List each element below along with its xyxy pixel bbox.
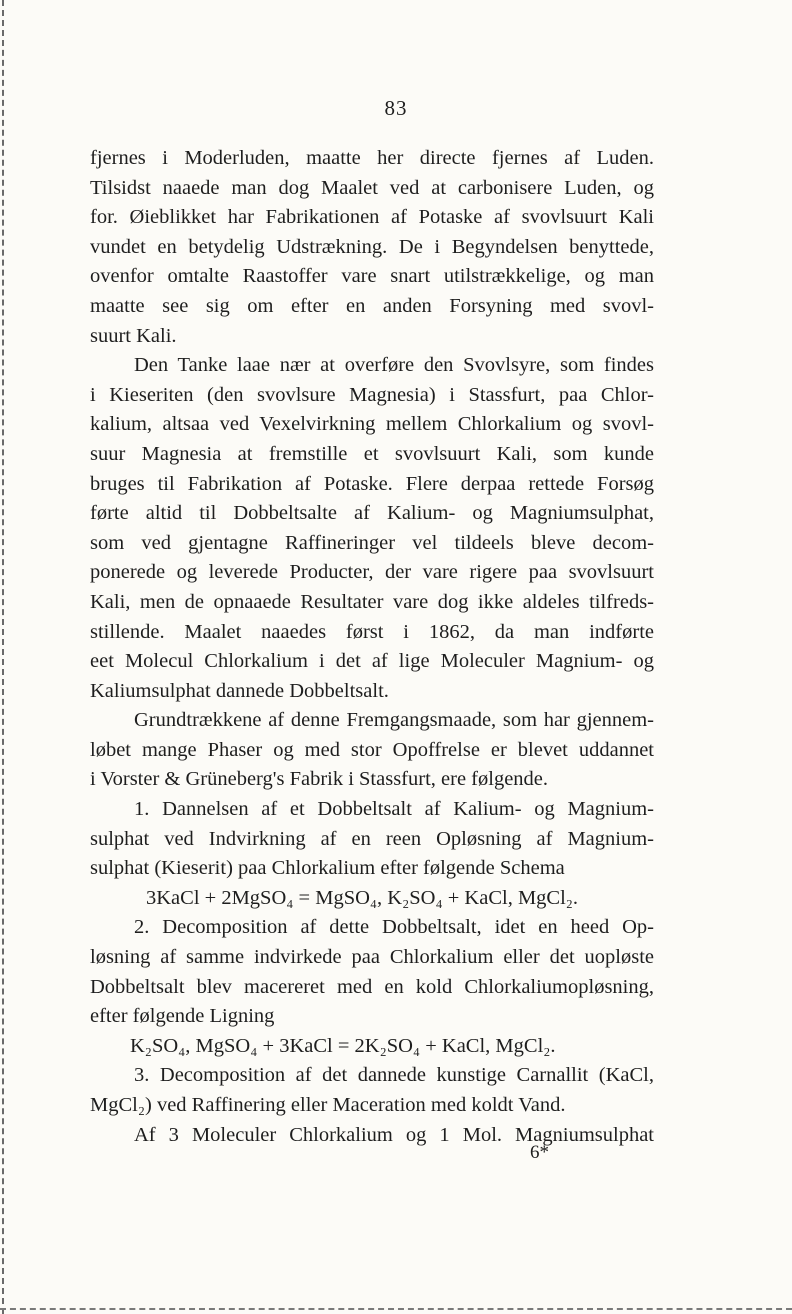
text-line: efter følgende Ligning: [90, 1005, 275, 1028]
paragraph-5: [90, 913, 654, 1031]
body-text: [90, 144, 654, 1150]
text-line: Dobbeltsalt blev macereret med en kold Chlorkaliumopløsning,: [90, 975, 654, 998]
text-line: suur Magnesia at fremstille et svovlsuurt Kali, som kunde: [90, 442, 654, 465]
text-line: Den Tanke laae nær at overføre den Svovlsyre, som findes: [134, 354, 654, 377]
text-line: stillende. Maalet naaedes først i 1862, da man indførte: [90, 620, 654, 643]
text-line: Kaliumsulphat dannede Dobbeltsalt.: [90, 679, 389, 702]
text-line: som ved gjentagne Raffineringer vel tildeels bleve decom-: [90, 531, 654, 554]
text-line: Grundtrækkene af denne Fremgangsmaade, som har gjennem-: [134, 709, 654, 732]
printer-signature-mark: 6*: [530, 1142, 549, 1163]
chemical-equation-2: K₂SO₄, MgSO₄ + 3KaCl = 2K₂SO₄ + KaCl, MgCl₂.: [130, 1034, 556, 1057]
text-line: MgCl₂) ved Raffinering eller Maceration med koldt Vand.: [90, 1094, 566, 1116]
text-line: ovenfor omtalte Raastoffer vare snart utilstrækkelige, og man: [90, 265, 654, 288]
text-line: for. Øieblikket har Fabrikationen af Potaske af svovlsuurt Kali: [90, 206, 654, 229]
paragraph-7: [90, 1121, 654, 1151]
paragraph-2: [90, 351, 654, 706]
text-line: 1. Dannelsen af et Dobbeltsalt af Kalium- og Magnium-: [134, 798, 654, 821]
text-line: 2. Decomposition af dette Dobbeltsalt, idet en heed Op-: [134, 916, 654, 939]
chemical-equation-1: 3KaCl + 2MgSO₄ = MgSO₄, K₂SO₄ + KaCl, MgCl₂.: [146, 886, 579, 909]
text-line: suurt Kali.: [90, 324, 177, 347]
text-line: kalium, altsaa ved Vexelvirkning mellem Chlorkalium og svovl-: [90, 413, 654, 436]
text-line: førte altid til Dobbeltsalte af Kalium- og Magniumsulphat,: [90, 502, 654, 525]
paragraph-4: [90, 795, 654, 884]
text-line: sulphat (Kieserit) paa Chlorkalium efter følgende Schema: [90, 857, 565, 880]
text-line: Kali, men de opnaaede Resultater vare dog ikke aldeles tilfreds-: [90, 590, 654, 613]
text-line: bruges til Fabrikation af Potaske. Flere derpaa rettede Forsøg: [90, 472, 654, 495]
text-line: ponerede og leverede Producter, der vare rigere paa svovlsuurt: [90, 561, 654, 584]
text-line: Tilsidst naaede man dog Maalet ved at carbonisere Luden, og: [90, 176, 654, 199]
text-line: 3. Decomposition af det dannede kunstige Carnallit (KaCl,: [134, 1064, 654, 1087]
text-line: eet Molecul Chlorkalium i det af lige Moleculer Magnium- og: [90, 650, 654, 673]
paragraph-6: [90, 1061, 654, 1120]
text-line: i Kieseriten (den svovlsure Magnesia) i Stassfurt, paa Chlor-: [90, 383, 654, 406]
scan-left-edge: [2, 0, 4, 1314]
paragraph-1: [90, 144, 654, 351]
text-line: i Vorster & Grüneberg's Fabrik i Stassfurt, ere følgende.: [90, 768, 549, 791]
page-number: 83: [384, 96, 408, 120]
scan-bottom-edge: [0, 1308, 792, 1310]
text-line: sulphat ved Indvirkning af en reen Opløsning af Magnium-: [90, 827, 654, 850]
text-line: maatte see sig om efter en anden Forsyning med svovl-: [90, 294, 654, 317]
text-line: løbet mange Phaser og med stor Opoffrelse er blevet uddannet: [90, 738, 654, 761]
text-line: fjernes i Moderluden, maatte her directe fjernes af Luden.: [90, 147, 654, 169]
text-line: Af 3 Moleculer Chlorkalium og 1 Mol. Magniumsulphat: [134, 1123, 654, 1146]
text-line: vundet en betydelig Udstrækning. De i Begyndelsen benyttede,: [90, 235, 654, 258]
paragraph-3: [90, 706, 654, 795]
text-line: løsning af samme indvirkede paa Chlorkalium eller det uopløste: [90, 946, 654, 969]
